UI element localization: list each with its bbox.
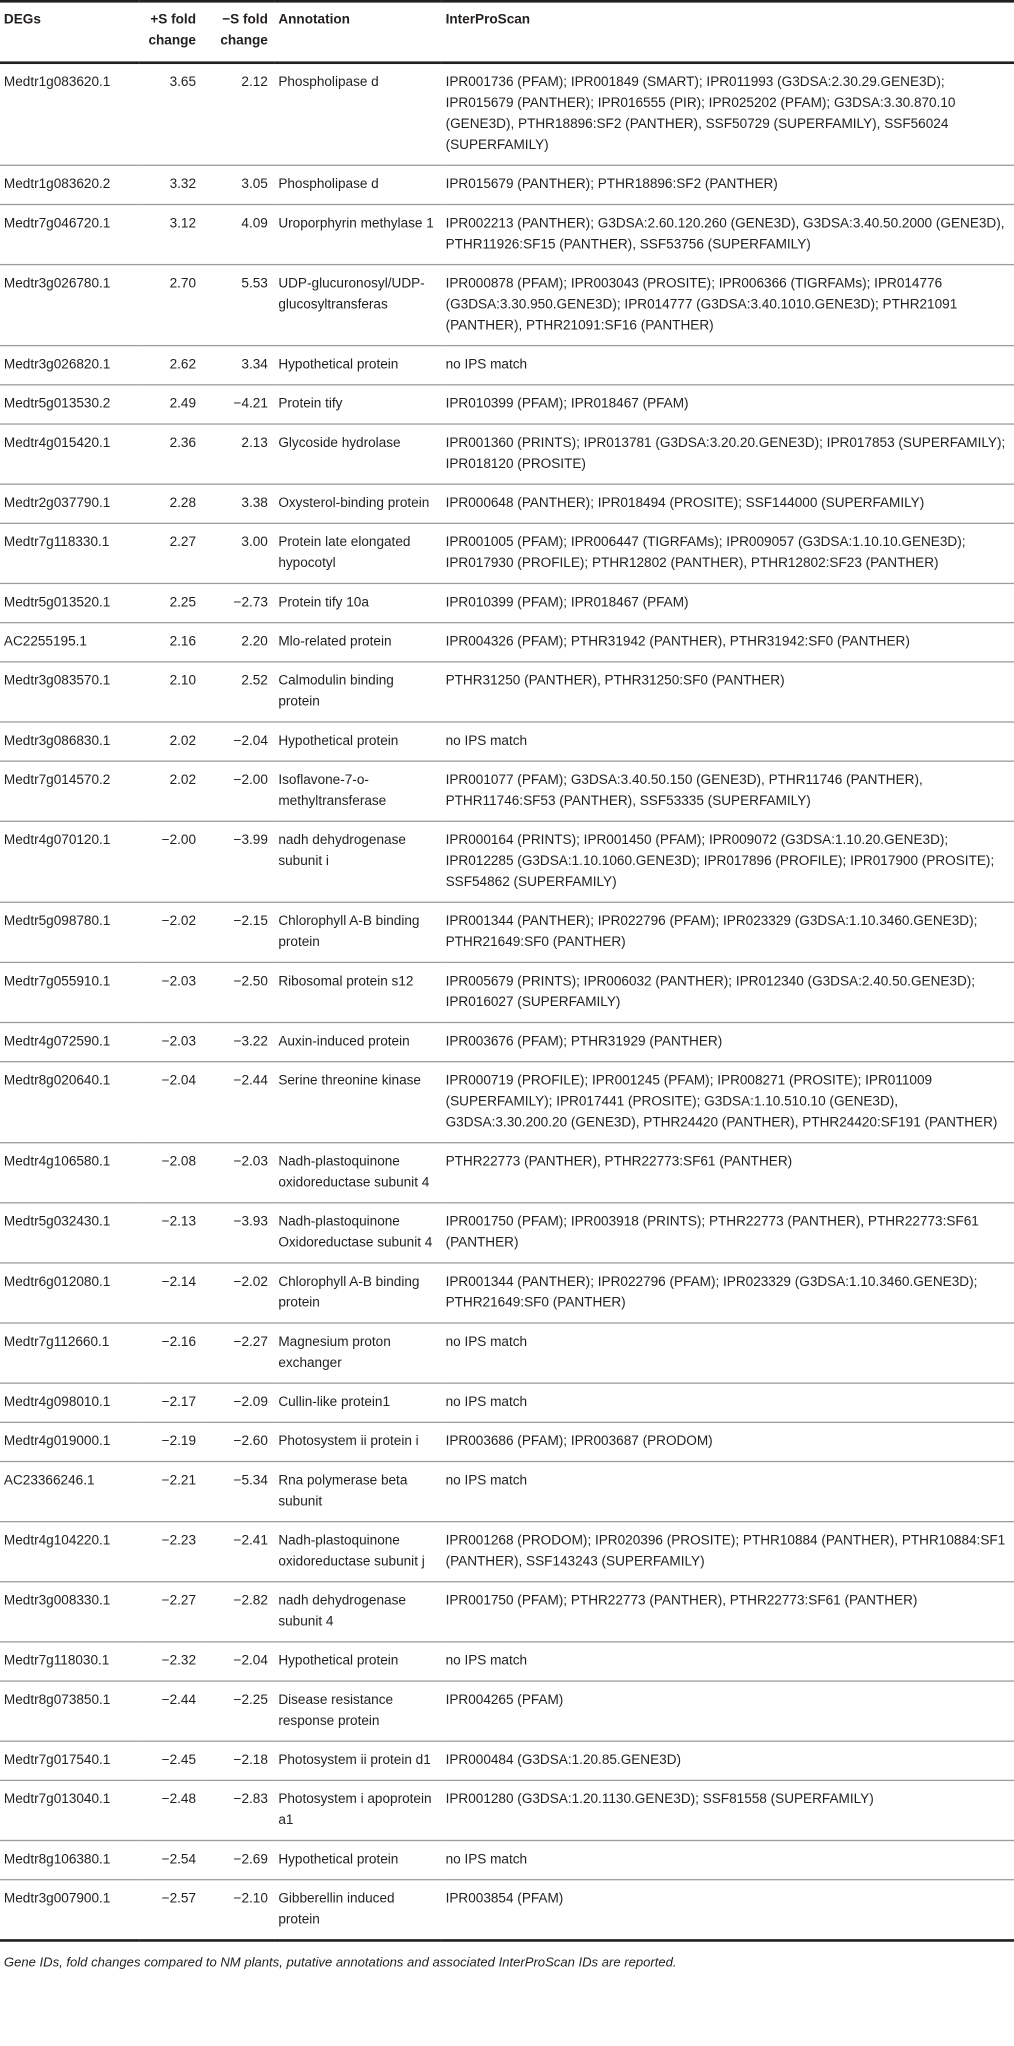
annotation: nadh dehydrogenase subunit 4 <box>274 1582 441 1642</box>
annotation: Phospholipase d <box>274 165 441 204</box>
annotation: Nadh-plastoquinone Oxidoreductase subunit 4 <box>274 1203 441 1263</box>
table-row <box>0 424 1014 484</box>
table-row <box>0 1143 1014 1203</box>
interproscan-ids: IPR001077 (PFAM); G3DSA:3.40.50.150 (GENE3D), PTHR11746 (PANTHER), PTHR11746:SF53 (PANTHER), SSF53335 (SUPERFAMILY) <box>442 761 1014 821</box>
deg-id: Medtr4g106580.1 <box>0 1143 140 1203</box>
minus-s-fold-change: 4.09 <box>203 204 275 264</box>
annotation: Mlo-related protein <box>274 623 441 662</box>
interproscan-ids: IPR001280 (G3DSA:1.20.1130.GENE3D); SSF81558 (SUPERFAMILY) <box>442 1780 1014 1840</box>
deg-id: Medtr3g026780.1 <box>0 265 140 346</box>
table-row <box>0 1522 1014 1582</box>
deg-id: Medtr4g019000.1 <box>0 1422 140 1461</box>
annotation: Magnesium proton exchanger <box>274 1323 441 1383</box>
table-row <box>0 484 1014 523</box>
plus-s-fold-change: 2.02 <box>140 761 203 821</box>
table-row <box>0 1383 1014 1422</box>
deg-id: Medtr3g007900.1 <box>0 1880 140 1941</box>
interproscan-ids: IPR003686 (PFAM); IPR003687 (PRODOM) <box>442 1422 1014 1461</box>
plus-s-fold-change: −2.44 <box>140 1681 203 1741</box>
table-row <box>0 1263 1014 1323</box>
plus-s-fold-change: 2.16 <box>140 623 203 662</box>
minus-s-fold-change: −2.83 <box>203 1780 275 1840</box>
table-row <box>0 1780 1014 1840</box>
deg-id: Medtr4g098010.1 <box>0 1383 140 1422</box>
header-minus-s-fold-change: −S fold change <box>203 1 275 62</box>
minus-s-fold-change: −3.93 <box>203 1203 275 1263</box>
annotation: Protein late elongated hypocotyl <box>274 523 441 583</box>
table-row <box>0 523 1014 583</box>
annotation: Chlorophyll A-B binding protein <box>274 902 441 962</box>
table-row <box>0 1062 1014 1143</box>
plus-s-fold-change: −2.14 <box>140 1263 203 1323</box>
deg-id: Medtr8g073850.1 <box>0 1681 140 1741</box>
minus-s-fold-change: −2.03 <box>203 1143 275 1203</box>
annotation: Cullin-like protein1 <box>274 1383 441 1422</box>
plus-s-fold-change: −2.54 <box>140 1840 203 1879</box>
table-row <box>0 1741 1014 1780</box>
interproscan-ids: IPR000878 (PFAM); IPR003043 (PROSITE); IPR006366 (TIGRFAMs); IPR014776 (G3DSA:3.30.950.GENE3D); IPR014777 (G3DSA:3.40.1010.GENE3D); PTHR21091 (PANTHER), PTHR21091:SF16 (PANTHER) <box>442 265 1014 346</box>
deg-id: Medtr7g055910.1 <box>0 962 140 1022</box>
plus-s-fold-change: −2.13 <box>140 1203 203 1263</box>
minus-s-fold-change: −2.00 <box>203 761 275 821</box>
annotation: Hypothetical protein <box>274 1840 441 1879</box>
minus-s-fold-change: −2.82 <box>203 1582 275 1642</box>
minus-s-fold-change: 3.05 <box>203 165 275 204</box>
interproscan-ids: no IPS match <box>442 1840 1014 1879</box>
table-row <box>0 662 1014 722</box>
interproscan-ids: IPR003854 (PFAM) <box>442 1880 1014 1941</box>
annotation: Photosystem ii protein d1 <box>274 1741 441 1780</box>
minus-s-fold-change: −2.60 <box>203 1422 275 1461</box>
annotation: Uroporphyrin methylase 1 <box>274 204 441 264</box>
minus-s-fold-change: −2.18 <box>203 1741 275 1780</box>
plus-s-fold-change: 3.65 <box>140 63 203 166</box>
table-row <box>0 63 1014 166</box>
deg-id: Medtr7g017540.1 <box>0 1741 140 1780</box>
plus-s-fold-change: 2.70 <box>140 265 203 346</box>
minus-s-fold-change: 3.00 <box>203 523 275 583</box>
interproscan-ids: IPR001750 (PFAM); PTHR22773 (PANTHER), PTHR22773:SF61 (PANTHER) <box>442 1582 1014 1642</box>
deg-id: Medtr7g118030.1 <box>0 1642 140 1681</box>
table-row <box>0 204 1014 264</box>
annotation: Isoflavone-7-o-methyltransferase <box>274 761 441 821</box>
interproscan-ids: IPR005679 (PRINTS); IPR006032 (PANTHER); IPR012340 (G3DSA:2.40.50.GENE3D); IPR016027 (SUPERFAMILY) <box>442 962 1014 1022</box>
deg-id: Medtr5g032430.1 <box>0 1203 140 1263</box>
minus-s-fold-change: 5.53 <box>203 265 275 346</box>
plus-s-fold-change: −2.27 <box>140 1582 203 1642</box>
annotation: Disease resistance response protein <box>274 1681 441 1741</box>
minus-s-fold-change: −2.25 <box>203 1681 275 1741</box>
minus-s-fold-change: −2.04 <box>203 1642 275 1681</box>
interproscan-ids: no IPS match <box>442 1383 1014 1422</box>
annotation: Ribosomal protein s12 <box>274 962 441 1022</box>
deg-id: Medtr3g026820.1 <box>0 346 140 385</box>
interproscan-ids: IPR001005 (PFAM); IPR006447 (TIGRFAMs); IPR009057 (G3DSA:1.10.10.GENE3D); IPR017930 (PROFILE); PTHR12802 (PANTHER), PTHR12802:SF23 (PANTHER) <box>442 523 1014 583</box>
header-plus-s-fold-change: +S fold change <box>140 1 203 62</box>
deg-id: AC23366246.1 <box>0 1462 140 1522</box>
minus-s-fold-change: 2.52 <box>203 662 275 722</box>
plus-s-fold-change: −2.32 <box>140 1642 203 1681</box>
header-annotation: Annotation <box>274 1 441 62</box>
plus-s-fold-change: 2.36 <box>140 424 203 484</box>
deg-id: Medtr5g013530.2 <box>0 385 140 424</box>
table-row <box>0 265 1014 346</box>
plus-s-fold-change: 2.62 <box>140 346 203 385</box>
interproscan-ids: IPR000484 (G3DSA:1.20.85.GENE3D) <box>442 1741 1014 1780</box>
annotation: Nadh-plastoquinone oxidoreductase subunit 4 <box>274 1143 441 1203</box>
interproscan-ids: IPR001344 (PANTHER); IPR022796 (PFAM); IPR023329 (G3DSA:1.10.3460.GENE3D); PTHR21649:SF0 (PANTHER) <box>442 1263 1014 1323</box>
interproscan-ids: no IPS match <box>442 1462 1014 1522</box>
annotation: Gibberellin induced protein <box>274 1880 441 1941</box>
plus-s-fold-change: −2.16 <box>140 1323 203 1383</box>
interproscan-ids: IPR000164 (PRINTS); IPR001450 (PFAM); IPR009072 (G3DSA:1.10.20.GENE3D); IPR012285 (G3DSA:1.10.1060.GENE3D); IPR017896 (PROFILE); IPR017900 (PROSITE); SSF54862 (SUPERFAMILY) <box>442 821 1014 902</box>
interproscan-ids: IPR000648 (PANTHER); IPR018494 (PROSITE); SSF144000 (SUPERFAMILY) <box>442 484 1014 523</box>
table-row <box>0 385 1014 424</box>
table-row <box>0 722 1014 761</box>
interproscan-ids: IPR000719 (PROFILE); IPR001245 (PFAM); IPR008271 (PROSITE); IPR011009 (SUPERFAMILY); IPR017441 (PROSITE); G3DSA:1.10.510.10 (GENE3D), G3DSA:3.30.200.20 (GENE3D), PTHR24420 (PANTHER), PTHR24420:SF191 (PANTHER) <box>442 1062 1014 1143</box>
minus-s-fold-change: −2.15 <box>203 902 275 962</box>
deg-id: Medtr4g015420.1 <box>0 424 140 484</box>
deg-id: Medtr5g098780.1 <box>0 902 140 962</box>
annotation: Hypothetical protein <box>274 722 441 761</box>
plus-s-fold-change: −2.00 <box>140 821 203 902</box>
interproscan-ids: no IPS match <box>442 1323 1014 1383</box>
annotation: Auxin-induced protein <box>274 1022 441 1061</box>
annotation: Protein tify <box>274 385 441 424</box>
header-row <box>0 1 1014 62</box>
deg-id: Medtr4g070120.1 <box>0 821 140 902</box>
plus-s-fold-change: −2.02 <box>140 902 203 962</box>
plus-s-fold-change: −2.19 <box>140 1422 203 1461</box>
plus-s-fold-change: −2.17 <box>140 1383 203 1422</box>
plus-s-fold-change: −2.48 <box>140 1780 203 1840</box>
minus-s-fold-change: −3.99 <box>203 821 275 902</box>
interproscan-ids: IPR010399 (PFAM); IPR018467 (PFAM) <box>442 583 1014 622</box>
deg-id: AC2255195.1 <box>0 623 140 662</box>
minus-s-fold-change: −2.41 <box>203 1522 275 1582</box>
interproscan-ids: IPR015679 (PANTHER); PTHR18896:SF2 (PANTHER) <box>442 165 1014 204</box>
table-row <box>0 583 1014 622</box>
annotation: Protein tify 10a <box>274 583 441 622</box>
minus-s-fold-change: −4.21 <box>203 385 275 424</box>
deg-id: Medtr7g046720.1 <box>0 204 140 264</box>
plus-s-fold-change: −2.57 <box>140 1880 203 1941</box>
table-body <box>0 63 1014 1941</box>
minus-s-fold-change: 2.13 <box>203 424 275 484</box>
deg-id: Medtr7g118330.1 <box>0 523 140 583</box>
table-row <box>0 346 1014 385</box>
interproscan-ids: IPR010399 (PFAM); IPR018467 (PFAM) <box>442 385 1014 424</box>
table-row <box>0 623 1014 662</box>
annotation: Oxysterol-binding protein <box>274 484 441 523</box>
table-row <box>0 1462 1014 1522</box>
plus-s-fold-change: 2.10 <box>140 662 203 722</box>
interproscan-ids: no IPS match <box>442 1642 1014 1681</box>
deg-id: Medtr3g086830.1 <box>0 722 140 761</box>
deg-id: Medtr6g012080.1 <box>0 1263 140 1323</box>
interproscan-ids: IPR004326 (PFAM); PTHR31942 (PANTHER), PTHR31942:SF0 (PANTHER) <box>442 623 1014 662</box>
minus-s-fold-change: 2.12 <box>203 63 275 166</box>
header-degs: DEGs <box>0 1 140 62</box>
interproscan-ids: IPR001750 (PFAM); IPR003918 (PRINTS); PTHR22773 (PANTHER), PTHR22773:SF61 (PANTHER) <box>442 1203 1014 1263</box>
annotation: Calmodulin binding protein <box>274 662 441 722</box>
deg-id: Medtr7g112660.1 <box>0 1323 140 1383</box>
annotation: Hypothetical protein <box>274 1642 441 1681</box>
annotation: Photosystem ii protein i <box>274 1422 441 1461</box>
interproscan-ids: PTHR31250 (PANTHER), PTHR31250:SF0 (PANTHER) <box>442 662 1014 722</box>
table-row <box>0 821 1014 902</box>
deg-id: Medtr4g072590.1 <box>0 1022 140 1061</box>
plus-s-fold-change: 2.02 <box>140 722 203 761</box>
plus-s-fold-change: −2.21 <box>140 1462 203 1522</box>
deg-id: Medtr7g014570.2 <box>0 761 140 821</box>
plus-s-fold-change: −2.03 <box>140 962 203 1022</box>
minus-s-fold-change: −2.73 <box>203 583 275 622</box>
deg-id: Medtr8g106380.1 <box>0 1840 140 1879</box>
plus-s-fold-change: −2.23 <box>140 1522 203 1582</box>
table-row <box>0 1642 1014 1681</box>
plus-s-fold-change: −2.04 <box>140 1062 203 1143</box>
deg-id: Medtr5g013520.1 <box>0 583 140 622</box>
deg-id: Medtr2g037790.1 <box>0 484 140 523</box>
interproscan-ids: IPR001360 (PRINTS); IPR013781 (G3DSA:3.20.20.GENE3D); IPR017853 (SUPERFAMILY); IPR018120 (PROSITE) <box>442 424 1014 484</box>
minus-s-fold-change: −2.69 <box>203 1840 275 1879</box>
annotation: Serine threonine kinase <box>274 1062 441 1143</box>
plus-s-fold-change: 2.25 <box>140 583 203 622</box>
plus-s-fold-change: 2.27 <box>140 523 203 583</box>
table-row <box>0 1323 1014 1383</box>
minus-s-fold-change: 3.34 <box>203 346 275 385</box>
deg-id: Medtr1g083620.1 <box>0 63 140 166</box>
interproscan-ids: PTHR22773 (PANTHER), PTHR22773:SF61 (PANTHER) <box>442 1143 1014 1203</box>
plus-s-fold-change: 3.12 <box>140 204 203 264</box>
plus-s-fold-change: −2.45 <box>140 1741 203 1780</box>
annotation: Phospholipase d <box>274 63 441 166</box>
minus-s-fold-change: −2.50 <box>203 962 275 1022</box>
plus-s-fold-change: −2.08 <box>140 1143 203 1203</box>
annotation: Nadh-plastoquinone oxidoreductase subunit j <box>274 1522 441 1582</box>
interproscan-ids: IPR002213 (PANTHER); G3DSA:2.60.120.260 (GENE3D), G3DSA:3.40.50.2000 (GENE3D), PTHR11926:SF15 (PANTHER), SSF53756 (SUPERFAMILY) <box>442 204 1014 264</box>
plus-s-fold-change: −2.03 <box>140 1022 203 1061</box>
table-row <box>0 1880 1014 1941</box>
interproscan-ids: IPR004265 (PFAM) <box>442 1681 1014 1741</box>
table-row <box>0 1203 1014 1263</box>
minus-s-fold-change: −2.27 <box>203 1323 275 1383</box>
interproscan-ids: IPR003676 (PFAM); PTHR31929 (PANTHER) <box>442 1022 1014 1061</box>
table-row <box>0 1422 1014 1461</box>
table-row <box>0 1022 1014 1061</box>
table-row <box>0 1582 1014 1642</box>
table-row <box>0 761 1014 821</box>
minus-s-fold-change: −2.02 <box>203 1263 275 1323</box>
plus-s-fold-change: 2.28 <box>140 484 203 523</box>
deg-id: Medtr1g083620.2 <box>0 165 140 204</box>
interproscan-ids: IPR001736 (PFAM); IPR001849 (SMART); IPR011993 (G3DSA:2.30.29.GENE3D); IPR015679 (PANTHER); IPR016555 (PIR); IPR025202 (PFAM); G3DSA:3.30.870.10 (GENE3D), PTHR18896:SF2 (PANTHER), SSF50729 (SUPERFAMILY), SSF56024 (SUPERFAMILY) <box>442 63 1014 166</box>
annotation: UDP-glucuronosyl/UDP-glucosyltransferas <box>274 265 441 346</box>
annotation: nadh dehydrogenase subunit i <box>274 821 441 902</box>
minus-s-fold-change: −2.44 <box>203 1062 275 1143</box>
table-row <box>0 1840 1014 1879</box>
table-caption: Gene IDs, fold changes compared to NM plants, putative annotations and associated InterProScan IDs are reported. <box>3 1956 677 1971</box>
deg-id: Medtr4g104220.1 <box>0 1522 140 1582</box>
interproscan-ids: no IPS match <box>442 722 1014 761</box>
deg-id: Medtr3g083570.1 <box>0 662 140 722</box>
deg-id: Medtr3g008330.1 <box>0 1582 140 1642</box>
minus-s-fold-change: 3.38 <box>203 484 275 523</box>
minus-s-fold-change: 2.20 <box>203 623 275 662</box>
annotation: Photosystem i apoprotein a1 <box>274 1780 441 1840</box>
annotation: Rna polymerase beta subunit <box>274 1462 441 1522</box>
deg-id: Medtr8g020640.1 <box>0 1062 140 1143</box>
annotation: Hypothetical protein <box>274 346 441 385</box>
header-interproscan: InterProScan <box>442 1 1014 62</box>
interproscan-ids: IPR001344 (PANTHER); IPR022796 (PFAM); IPR023329 (G3DSA:1.10.3460.GENE3D); PTHR21649:SF0 (PANTHER) <box>442 902 1014 962</box>
interproscan-ids: IPR001268 (PRODOM); IPR020396 (PROSITE); PTHR10884 (PANTHER), PTHR10884:SF1 (PANTHER), SSF143243 (SUPERFAMILY) <box>442 1522 1014 1582</box>
table-row <box>0 1681 1014 1741</box>
plus-s-fold-change: 3.32 <box>140 165 203 204</box>
deg-id: Medtr7g013040.1 <box>0 1780 140 1840</box>
minus-s-fold-change: −2.09 <box>203 1383 275 1422</box>
table-row <box>0 902 1014 962</box>
minus-s-fold-change: −2.10 <box>203 1880 275 1941</box>
table-row <box>0 962 1014 1022</box>
plus-s-fold-change: 2.49 <box>140 385 203 424</box>
minus-s-fold-change: −5.34 <box>203 1462 275 1522</box>
table-row <box>0 165 1014 204</box>
minus-s-fold-change: −3.22 <box>203 1022 275 1061</box>
interproscan-ids: no IPS match <box>442 346 1014 385</box>
annotation: Chlorophyll A-B binding protein <box>274 1263 441 1323</box>
annotation: Glycoside hydrolase <box>274 424 441 484</box>
minus-s-fold-change: −2.04 <box>203 722 275 761</box>
